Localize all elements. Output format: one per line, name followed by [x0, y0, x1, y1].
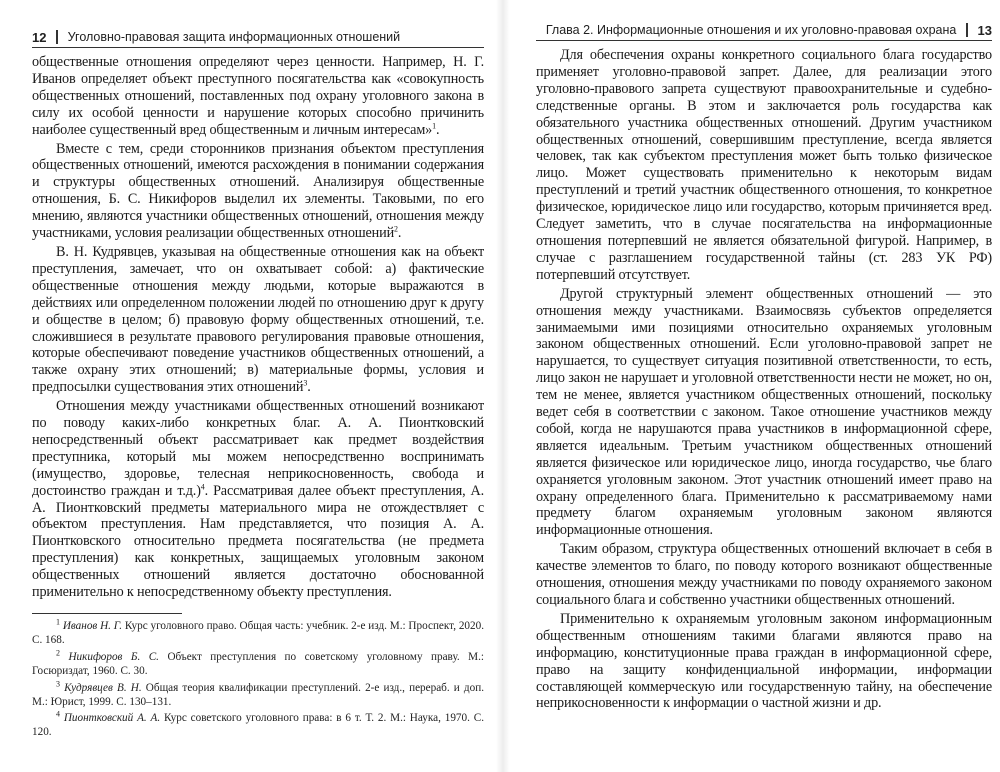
header-separator — [966, 23, 967, 37]
paragraph: Вместе с тем, среди сторонников признания объектом преступления общественных отношений, имеются расхождения в понимании содержания и структуры общественных отношений. Анализируя общественные отношения, Б. С. Никифоров выделил их элементы. Таковыми, по его мнению, являются участники общественных отношений, отношения между участниками, условия реализации общественных отношений$^2$. — [32, 140, 484, 242]
footnote-ref: 2 — [394, 224, 398, 234]
right-running-head-title: Глава 2. Информационные отношения и их уголовно-правовая охрана — [545, 23, 957, 37]
footnote-ref: 3 — [303, 378, 308, 388]
right-page — [496, 0, 1000, 772]
footnotes — [32, 614, 484, 740]
paragraph: общественные отношения определяют через ценности. Например, Н. Г. Иванов определяет объект преступного посягательства как «совокупность общественных отношений, поставленных под охрану уголовного закона в силу их особой ценности и нарушение которых способно причинить наиболее существенный вред общественным и личным интересам»$^1$. — [32, 54, 484, 138]
left-running-head-title: Уголовно-правовая защита информационных отношений — [67, 30, 401, 44]
footnote-ref: 1 — [432, 120, 436, 130]
footnote: $^4$ Пионтковский А. А. Курс советского уголовного права: в 6 т. Т. 2. М.: Наука, 1970. С. 120. — [32, 709, 485, 739]
paragraph: Для обеспечения охраны конкретного социального блага государство применяет уголовно-правовой запрет. Далее, для реализации этого уголовно-правового запрета существуют правоохранительные и судебно-следственные органы. В этом и заключается роль государства как обязательного участника общественных отношений. Другим участником общественных отношений, совершившим преступление, всегда является человек, так как субъектом преступления может быть только физическое лицо. Может существовать применительно к некоторым видам преступлений и третий участник общественного отношения, то конкретное физическое, юридическое лицо или государство, которым причиняется вред. Следует заметить, что в случае посягательства на информационные отношения потерпевший не является обязательной фигурой. Например, в случае с разглашением государственной тайны (ст. 283 УК РФ) потерпевший отсутствует. — [536, 47, 992, 283]
paragraph: В. Н. Кудрявцев, указывая на общественные отношения как на объект преступления, замечает, что он охватывает собой: а) фактические общественные отношения между людьми, которые выражаются в действиях или определенном положении людей по отношению друг к другу и обществе в целом; б) правовую форму общественных отношений, т.е. сложившиеся в результате правового регулирования правовые отношения, которые обеспечивают поведение участников общественных отношений, а также охрану этих отношений; в) материальные формы, условия и предпосылки существования этих отношений$^3$. — [32, 243, 484, 396]
paragraph: Другой структурный элемент общественных отношений — это отношения между участниками. Взаимосвязь субъектов определяется занимаемыми ими позициями относительно охраняемых уголовным законом общественных отношений. Если уголовно-правовой запрет не нарушается, то существует ситуация позитивной ответственности, то есть, лицо закон не нарушает и уголовной ответственности нести не может, но он, тем не менее, является участником общественных отношений, поскольку ведет себя в соответствии с законом. Такое отношение участников между собой, когда не нарушаются права участников в информационной сфере, является идеальным. Третьим участником общественных отношений является физическое или юридическое лицо, иногда государство, чье благо охраняется уголовным законом. Этот участник отношений имеет право на охрану определенного блага. Применительно к рассматриваемому нами предмету благом охраняемым уголовным законом являются информационные отношения. — [536, 285, 992, 539]
footnote: $^2$ Никифоров Б. С. Объект преступления по советскому уголовному праву. М.: Госюриздат, 1960. С. 30. — [32, 648, 485, 677]
footnote: $^1$ Иванов Н. Г. Курс уголовного право. Общая часть: учебник. 2-е изд. М.: Проспект, 2020. С. 168. — [32, 617, 485, 646]
paragraph: Применительно к охраняемым уголовным законом информационным общественным отношениям такими благами являются право на информацию, конституционные права граждан в информационной сфере, право на защиту конфиденциальной информации, информации составляющей коммерческую или государственную тайну, на обеспечение неприкосновенности к информации о частной жизни и др. — [536, 610, 992, 712]
left-page — [0, 0, 496, 772]
header-separator — [56, 30, 57, 44]
paragraph: Таким образом, структура общественных отношений включает в себя в качестве элементов то благо, по поводу которого возникают общественные отношения, отношения между участниками по поводу охраняемого законом социального блага и собственно участники общественных отношений. — [536, 541, 992, 608]
right-body-text — [536, 47, 992, 712]
right-running-head — [536, 23, 992, 41]
left-running-head — [32, 30, 484, 48]
footnote: $^3$ Кудрявцев В. Н. Общая теория квалификации преступлений. 2-е изд., перераб. и доп. М.: Юрист, 1999. С. 130–131. — [32, 678, 484, 708]
left-body-text — [32, 54, 484, 601]
paragraph: Отношения между участниками общественных отношений возникают по поводу каких-либо конкретных благ. А. А. Пионтковский непосредственный объект рассматривает как предмет воздействия преступника, который мы можем непосредственно воспринимать (имущество, здоровье, телесная неприкосновенность, свобода и достоинство граждан и т.д.)$^4$. Рассматривая далее объект преступления, А. А. Пионтковский предметы материального мира не отождествляет с объектом преступления. Нам представляется, что позиция А. А. Пионтковского относительно предмета посягательства (не предмета преступления) как конкретных, защищаемых уголовным законом общественных отношений является достаточно обоснованной применительно к непосредственному объекту преступления. — [32, 398, 485, 601]
footnote-ref: 4 — [200, 481, 205, 491]
left-page-number: 12 — [32, 29, 47, 45]
right-page-number: 13 — [977, 22, 992, 38]
